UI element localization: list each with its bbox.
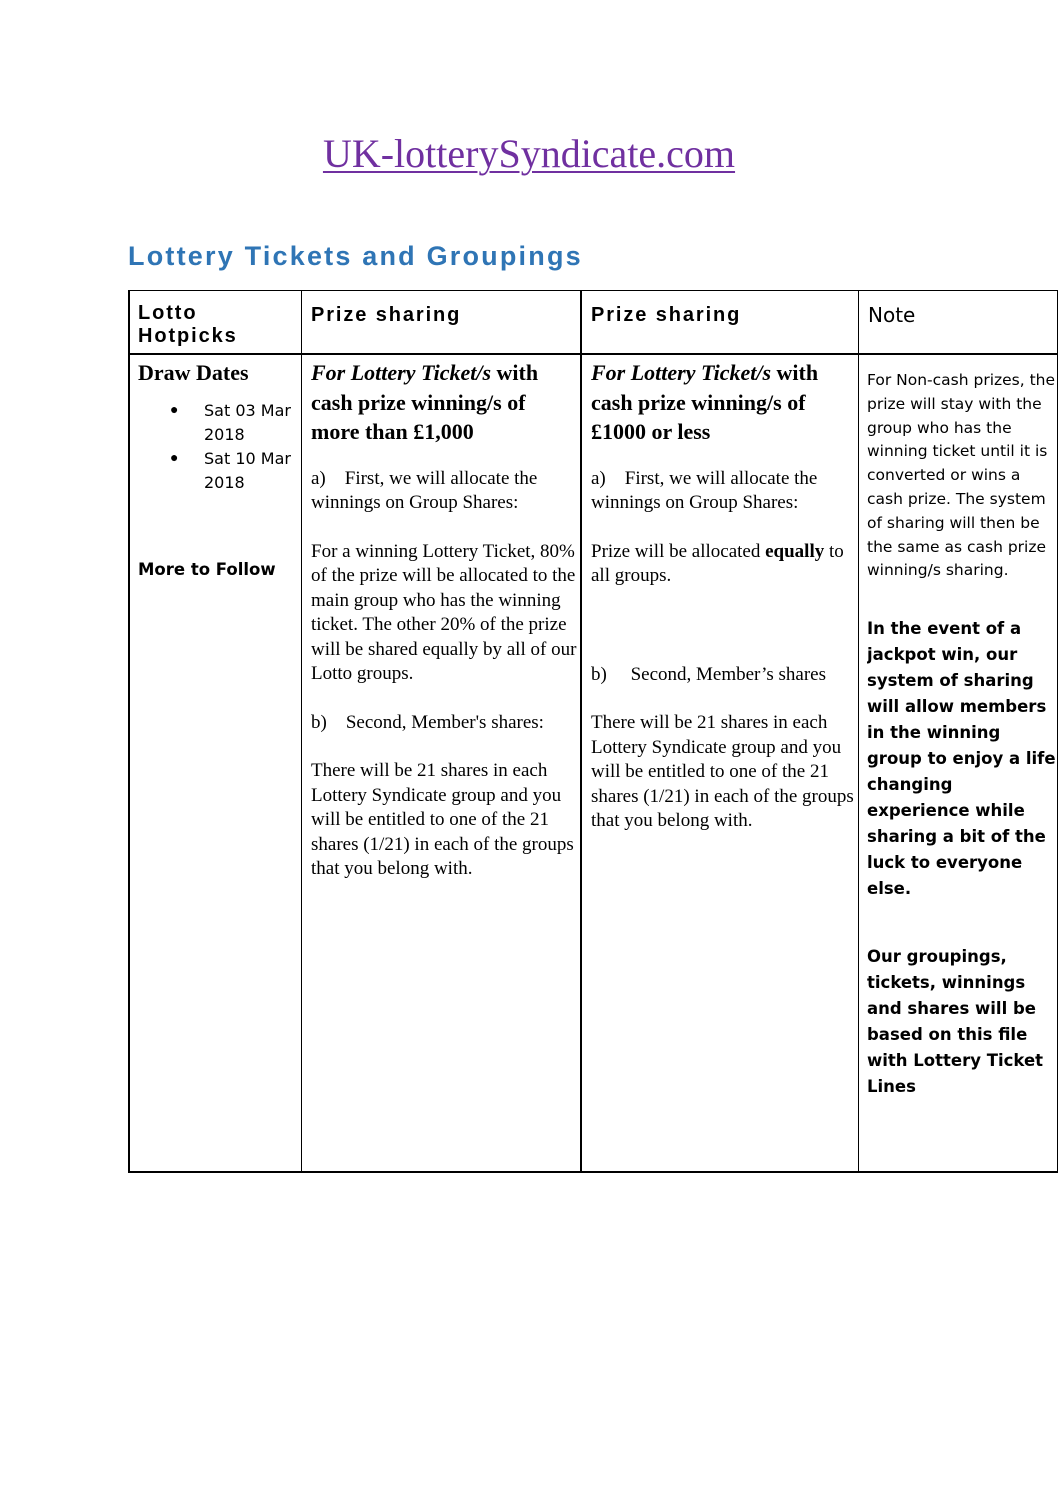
title-rest: with cash prize winning/s of £1000 or less [591, 360, 819, 444]
header-prize-sharing-1: Prize sharing [311, 304, 462, 326]
text: Prize will be allocated [591, 540, 766, 562]
column-divider-2 [580, 290, 582, 1172]
bullet-icon: ● [170, 451, 179, 466]
list-item [138, 447, 298, 495]
page-heading: Lottery Tickets and Groupings [128, 241, 583, 271]
column-divider-1 [301, 290, 302, 1172]
draw-dates-cell [138, 360, 298, 583]
site-link[interactable]: UK-lotterySyndicate.com [322, 131, 736, 176]
column-divider-3 [858, 290, 859, 1172]
column-2-title [311, 358, 577, 447]
header-note: Note [868, 304, 916, 327]
non-cash-note: For Non-cash prizes, the prize will stay with the group who has the winning ticket until it is converted or wins a cash prize. The system of sharing will then be the same as cash prize winning/s sharing. [867, 371, 1056, 580]
draw-date: Sat 03 Mar 2018 [204, 401, 291, 444]
table-border-left [128, 290, 130, 1172]
header-divider [128, 353, 1058, 355]
column-3-title [591, 358, 856, 447]
draw-date: Sat 10 Mar 2018 [204, 449, 291, 492]
equal-allocation-paragraph [591, 540, 856, 589]
step-b: b) Second, Member’s shares [591, 663, 826, 685]
allocation-paragraph: For a winning Lottery Ticket, 80% of the prize will be allocated to the main group who has the winning ticket. The other 20% of the prize will be shared equally by all of our Lotto groups. [311, 540, 577, 684]
note-cell [867, 369, 1057, 1100]
shares-paragraph: There will be 21 shares in each Lottery Syndicate group and you will be entitled to one of the 21 shares (1/21) in each of the groups that you belong with. [311, 760, 574, 879]
step-a: a) First, we will allocate the winnings on Group Shares: [311, 467, 543, 513]
table-border-top [128, 290, 1058, 291]
text: to all groups. [591, 540, 844, 586]
step-a: a) First, we will allocate the winnings on Group Shares: [591, 467, 823, 513]
title-italic: For Lottery Ticket/s [311, 360, 492, 385]
header-prize-sharing-2: Prize sharing [591, 304, 742, 326]
more-to-follow: More to Follow [138, 560, 276, 579]
list-item [138, 399, 298, 447]
draw-dates-title: Draw Dates [138, 360, 249, 385]
prize-sharing-table [128, 290, 1058, 1172]
title-italic: For Lottery Ticket/s [591, 360, 772, 385]
step-b: b) Second, Member's shares: [311, 711, 544, 733]
header-lotto-hotpicks: Lotto Hotpicks [138, 302, 238, 347]
jackpot-note: In the event of a jackpot win, our system of sharing will allow members in the winning group to enjoy a life changing experience while sharing a bit of the luck to everyone else. [867, 619, 1056, 899]
prize-sharing-1000-or-less-cell [591, 358, 856, 834]
table-border-bottom [128, 1171, 1058, 1173]
emphasis: equally [765, 540, 825, 562]
groupings-note: Our groupings, tickets, winnings and shares will be based on this file with Lottery Ticket Lines [867, 947, 1044, 1097]
bullet-icon: ● [170, 403, 179, 418]
prize-sharing-over-1000-cell [311, 358, 577, 882]
title-rest: with cash prize winning/s of more than £1,000 [311, 360, 539, 444]
shares-paragraph: There will be 21 shares in each Lottery Syndicate group and you will be entitled to one of the 21 shares (1/21) in each of the groups that you belong with. [591, 712, 854, 831]
